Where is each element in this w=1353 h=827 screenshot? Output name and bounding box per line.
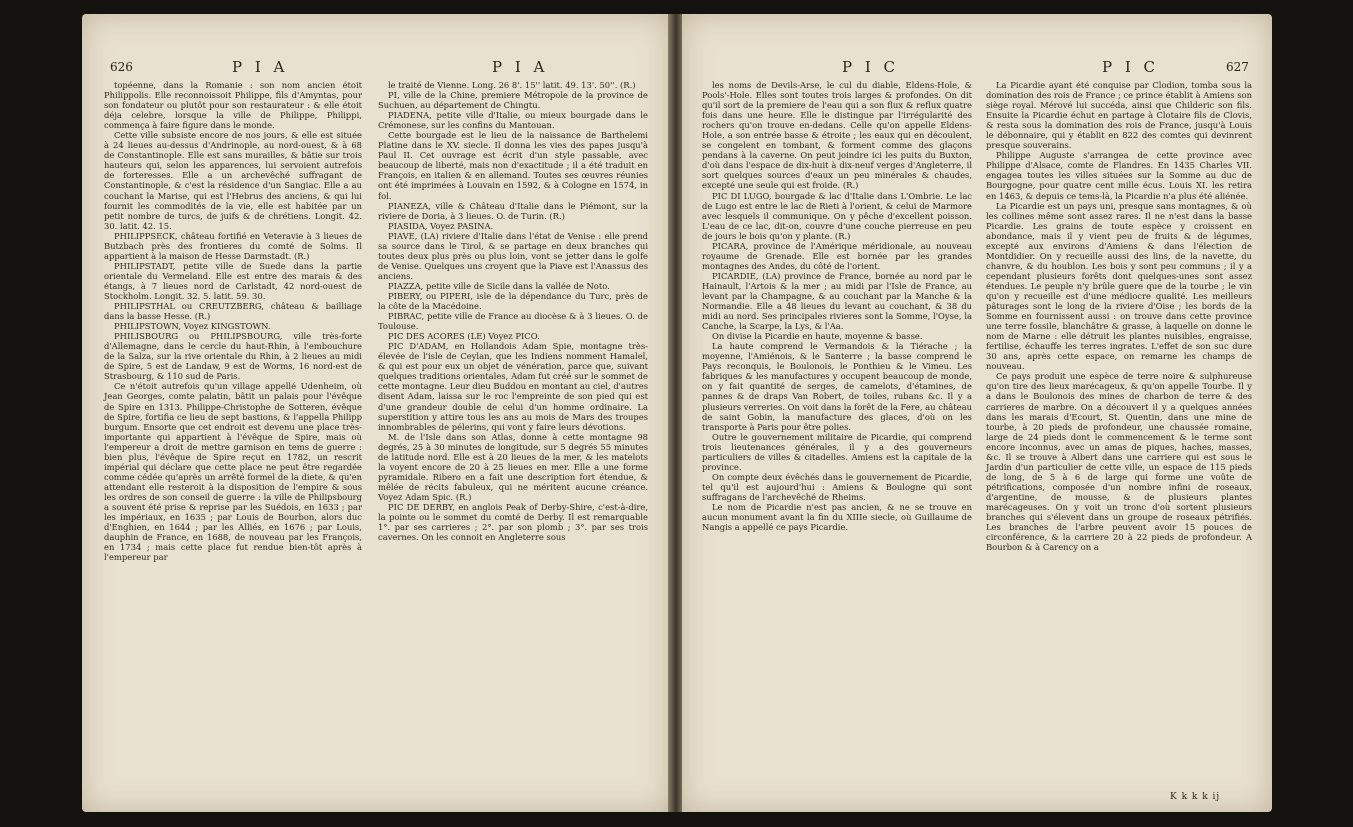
running-head-right-col2: P I C bbox=[1102, 58, 1160, 76]
paragraph: Outre le gouvernement militaire de Picardie, qui comprend trois lieutenances générales, il y a des gouverneurs particuliers de villes & citadelles. Amiens est la capitale de la province. bbox=[702, 431, 972, 472]
running-head-left-col2: P I A bbox=[492, 58, 549, 76]
paragraph: Ce n'étoit autrefois qu'un village appellé Udenheim, où Jean Georges, comte palatin, bâtit un palais pour l'évêque de Spire en 1313. Philippe-Christophe de Sotteren, évêque de Spire, fortifia ce lieu de sept bastions, & l'appella Philipp burgum. Ensorte que cet endroit est devenu une place très-importante qui appartient à l'évêque de Spire, mais où l'empereur a droit de mettre garnison en tems de guerre : bien plus, l'évêque de Spire reçut en 1782, un rescrit impérial qui déclare que cette place ne peut être regardée comme cédée qu'après un arrêté formel de la diete, & qu'en attendant elle resteroit à la disposition de l'empire & sous les ordres de son conseil de guerre : la ville de Philipsbourg a souvent été prise & reprise par les Suédois, en 1633 ; par les impériaux, en 1635 ; par Louis de Bourbon, alors duc d'Enghien, en 1644 ; par les Alliés, en 1676 ; par Louis, dauphin de France, en 1688, de nouveau par les François, en 1734 ; mais cette place fut rendue bien-tôt après à l'empereur par bbox=[104, 381, 362, 563]
paragraph: PIASIDA, Voyez PASINA. bbox=[388, 220, 494, 231]
paragraph: Cette ville subsiste encore de nos jours, & elle est située à 24 lieues au-dessus d'Andrinople, au nord-ouest, & à 68 de Constantinople. Elle est sans murailles, & bâtie sur trois hauteurs qui, selon les apparences, lui servoient autrefois de forteresses. Elle a un archevêché suffragant de Constantinople, & c'est la résidence d'un Sangiac. Elle a au couchant la Marise, qui est l'Hebrus des anciens, & qui lui fournit les commodités de la vie, elle est habitée par un petit nombre de turcs, de juifs & de chrétiens. Longit. 42. 30. latit. 42. 15. bbox=[104, 130, 362, 231]
paragraph: PIC D'ADAM, en Hollandois Adam Spie, montagne très-élevée de l'isle de Ceylan, que les Indiens nomment Hamalel, & qui est pour eux un objet de vénération, parce que, suivant quelques traditions orientales, Adam fut créé sur le sommet de cette montagne. Leur dieu Buddou en montant au ciel, d'autres disent Adam, laissa sur le roc l'empreinte de son pied qui est d'une grandeur double de celui d'un homme ordinaire. La superstition y attire tous les ans au mois de Mars des troupes innombrables de pélerins, qui vont y faire leurs dévotions. bbox=[378, 341, 648, 432]
paragraph: PIANEZA, ville & Château d'Italie dans le Piémont, sur la riviere de Doria, à 3 lieues. O. de Turin. (R.) bbox=[378, 200, 648, 221]
left-page bbox=[82, 14, 670, 812]
paragraph: topéenne, dans la Romanie : son nom ancien étoit Philippolis. Elle reconnoissoit Philippe, fils d'Amyntas, pour son fondateur ou plutôt pour son restaurateur : & elle étoit déja celebre, lorsque la ville de Philippe, Philippi, commença à faire figure dans le monde. bbox=[104, 80, 362, 131]
right-page bbox=[682, 14, 1272, 812]
paragraph: PI, ville de la Chine, premiere Métropole de la province de Suchuen, au département de Chingtu. bbox=[378, 90, 648, 111]
paragraph: Cette bourgade est le lieu de la naissance de Barthelemi Platine dans le XV. siecle. Il donna les vies des papes jusqu'à Paul II. Cet ouvrage est écrit d'un style passable, avec beaucoup de liberté, mais non d'exactitude ; il a été traduit en François, en italien & en allemand. Toutes ses œuvres réunies ont été imprimées à Louvain en 1592, & à Cologne en 1574, in fol. bbox=[378, 130, 648, 201]
paragraph: La Picardie ayant été conquise par Clodion, tomba sous la domination des rois de France ; ce prince établit à Amiens son siège royal. Mérové lui succéda, ainsi que Childeric son fils. Ensuite la Picardie échut en partage à Clotaire fils de Clovis, & resta sous la domination des rois de France, jusqu'à Louis le débonnaire, qui y établit en 822 des comtes qui devinrent presque souverains. bbox=[986, 80, 1252, 151]
paragraph: M. de l'Isle dans son Atlas, donne à cette montagne 98 degrés, 25 à 30 minutes de longitude, sur 5 degrés 55 minutes de latitude nord. Elle est à 20 lieues de la mer, & les matelots la voyent encore de 20 à 25 lieues en mer. Elle a une forme pyramidale. Ribero en a fait une description fort étendue, & mêlée de récits fabuleux, qui ne méritent aucune créance. Voyez Adam Spic. (R.) bbox=[378, 431, 648, 502]
paragraph: PIADENA, petite ville d'Italie, ou mieux bourgade dans le Crémonese, sur les confins du Mantouan. bbox=[378, 110, 648, 131]
paragraph: PIAZZA, petite ville de Sicile dans la vallée de Noto. bbox=[388, 280, 610, 291]
paragraph: PHILIPPSECK, château fortifié en Veteravie à 3 lieues de Butzbach près des frontieres du comté de Solms. Il appartient à la maison de Hesse Darmstadt. (R.) bbox=[104, 230, 362, 261]
running-head-right-col1: P I C bbox=[842, 58, 900, 76]
paragraph: PHILIPSTHAL ou CREUTZBERG, château & bailliage dans la basse Hesse. (R.) bbox=[104, 301, 362, 322]
paragraph: PHILIPSTOWN, Voyez KINGSTOWN. bbox=[114, 321, 271, 332]
paragraph: PHILIPSTADT, petite ville de Suede dans la partie orientale du Vermeland. Elle est entre des marais & des étangs, à 7 lieues nord de Carlstadt, 42 nord-ouest de Stockholm. Longit. 32. 5. latit. 59. 30. bbox=[104, 260, 362, 301]
paragraph: PIBRAC, petite ville de France au diocèse & à 3 lieues. O. de Toulouse. bbox=[378, 311, 648, 332]
paragraph: PHILISBOURG ou PHILIPSBOURG, ville très-forte d'Allemagne, dans le cercle du haut-Rhin, à l'embouchure de la Salza, sur la rive orientale du Rhin, à 2 lieues au midi de Spire, 5 est de Landaw, 9 est de Worms, 16 nord-est de Strasbourg, & 110 sud de Paris. bbox=[104, 331, 362, 382]
paragraph: PICARDIE, (LA) province de France, bornée au nord par le Hainault, l'Artois & la mer ; au midi par l'Isle de France, au levant par la Champagne, & au couchant par la Manche & la Normandie. Elle a 48 lieues du levant au couchant, & 38 du midi au nord. Ses principales rivieres sont la Somme, l'Oyse, la Canche, la Scarpe, la Lys, & l'Aa. bbox=[702, 270, 972, 332]
paragraph: PIC DE DERBY, en anglois Peak of Derby-Shire, c'est-à-dire, la pointe ou le sommet du comté de Derby. Il est remarquable 1°. par ses carrieres ; 2°. par son plomb ; 3°. par ses trois cavernes. On les connoit en Angleterre sous bbox=[378, 501, 648, 543]
page-number-right: 627 bbox=[1226, 60, 1249, 74]
paragraph: PIC DES ACORES (LE) Voyez PICO. bbox=[388, 331, 540, 342]
paragraph: Ce pays produit une espèce de terre noire & sulphureuse qu'on tire des lieux marécageux, & qu'on appelle Tourbe. Il y a dans le Boulonois des mines de charbon de terre & des carrieres de marbre. On a découvert il y a quelques années dans les marais d'Ecourt, St. Quentin, dans une mine de tourbe, à 20 pieds de profondeur, une chaussée romaine, large de 24 pieds dont le commencement & le terme sont encore inconnus, avec un amas de piques, haches, masses, &c. Il se trouve à Albert dans une carriere qui est sous le Jardin d'un particulier de cette ville, un espace de 115 pieds de long, de 5 à 6 de large qui forme une voûte de pétrifications, composée d'un nombre infini de roseaux, d'argentine, de mousse, & de plusieurs plantes marécageuses. On y voit un tronc d'où sortent plusieurs branches qui s'élevent dans un groupe de roseaux pétrifiés. Les branches de l'arbre peuvent avoir 15 pouces de circonférence, & la carriere 20 à 22 pieds de profondeur. A Bourbon & à Carency on a bbox=[986, 371, 1252, 553]
paragraph: le traité de Vienne. Long. 26 8'. 15'' latit. 49. 13'. 50''. (R.) bbox=[388, 80, 636, 90]
running-head-left-col1: P I A bbox=[232, 58, 289, 76]
paragraph: les noms de Devils-Arse, le cul du diable, Eldens-Hole, & Pools'-Hole. Elles sont toutes trois larges & profondes. On dit qu'il sort de la premiere de l'eau qui a son flux & reflux quatre fois dans une heure. Elle le distingue par l'irrégularité des rochers qu'on trouve en-dedans. Celle qu'on appelle Eldens-Hole, a son entrée basse & étroite ; les eaux qui en découlent, se congelent en tombant, & forment comme des glaçons pendans à la caverne. On peut joindre ici les puits du Buxton, d'où dans l'espace de dix-huit à dix-neuf verges d'Angleterre, il sort quelques sources d'eaux un peu minérales & chaudes, excepté une seule qui est froide. (R.) bbox=[702, 80, 972, 191]
page-number-left: 626 bbox=[110, 60, 133, 74]
paragraph: On divise la Picardie en haute, moyenne & basse. bbox=[712, 331, 923, 342]
left-page-column-1 bbox=[104, 80, 362, 562]
paragraph: PIAVE, (LA) riviere d'Italie dans l'état de Venise : elle prend sa source dans le Tirol, & se partage en deux branches qui toutes deux plus près ou plus loin, vont se jetter dans le golfe de Venise. Quelques uns croyent que la Piave est l'Anassus des anciens. bbox=[378, 230, 648, 281]
paragraph: La Picardie est un pays uni, presque sans montagnes, & où les collines même sont assez rares. Il ne n'est dans la basse Picardie. Les grains de toute espèce y croissent en abondance, mais il y vient peu de fruits & de légumes, excepté aux environs d'Amiens & dans l'élection de Montdidier. On y recueille aussi des lins, de la navette, du chanvre, & du houblon. Les bois y sont peu communs ; il y a cependant plusieurs forêts dont quelques-unes sont assez étendues. Le peuple n'y brûle guere que de la tourbe ; le vin qu'on y recueille est d'une médiocre qualité. Les meilleurs pâturages sont le long de la riviere d'Oise ; les bords de la Somme en fournissent aussi : on trouve dans cette province une terre fossile, blanchâtre & grasse, à laquelle on donne le nom de Marne : elle détruit les plantes nuisibles, engraisse, fertilise, échauffe les terres ingrates. L'effet de son suc dure 30 ans, après cette espace, on remarne les champs de nouveau. bbox=[986, 200, 1252, 372]
signature-mark: K k k k ij bbox=[1170, 792, 1221, 802]
paragraph: PICARA, province de l'Amérique méridionale, au nouveau royaume de Grenade. Elle est bornée par les grandes montagnes des Andes, du côté de l'orient. bbox=[702, 240, 972, 271]
left-page-column-2 bbox=[378, 80, 648, 542]
paragraph: PIC DI LUGO, bourgade & lac d'Italie dans L'Ombrie. Le lac de Lugo est entre le lac de Rieti à l'orient, & celui de Marmore avec lesquels il communique. On y pêche d'excellent poisson. L'eau de ce lac, dit-on, couvre d'une couche pierreuse en peu de jours le bois qu'on y plante. (R.) bbox=[702, 190, 972, 241]
paragraph: Le nom de Picardie n'est pas ancien, & ne se trouve en aucun monument avant la fin du XIIIe siecle, où Guillaume de Nangis a appellé ce pays Picardie. bbox=[702, 501, 972, 533]
paragraph: La haute comprend le Vermandois & la Tiérache ; la moyenne, l'Amiénois, & le Santerre ; la basse comprend le Pays reconquis, le Boulonois, le Ponthieu & le Vimeu. Les fabriques & les manufactures y occupent beaucoup de monde, on y fait quantité de serges, de camelots, d'étamines, de pannes & de draps Van Robert, de toiles, rubans &c. Il y a plusieurs verreries. On voit dans la forêt de la Fere, au château de saint Gobin, la manufacture des glaces, d'où on les transporte à Paris pour être polies. bbox=[702, 341, 972, 432]
paragraph: PIBERY, ou PIPERI, isle de la dépendance du Turc, près de la côte de la Macédoine. bbox=[378, 290, 648, 312]
paragraph: Philippe Auguste s'arrangea de cette province avec Philippe d'Alsace, comte de Flandres. En 1435 Charles VII. engagea toutes les villes situées sur la Somme au duc de Bourgogne, pour quatre cent mille écus. Louis XI. les retira en 1463, & depuis ce tems-là, la Picardie n'a plus été aliénée. bbox=[986, 150, 1252, 201]
right-page-column-2 bbox=[986, 80, 1252, 552]
right-page-column-1 bbox=[702, 80, 972, 532]
paragraph: On compte deux évêchés dans le gouvernement de Picardie, tel qu'il est aujourd'hui : Amiens & Boulogne qui sont suffragans de l'archevêché de Rheims. bbox=[702, 471, 972, 502]
